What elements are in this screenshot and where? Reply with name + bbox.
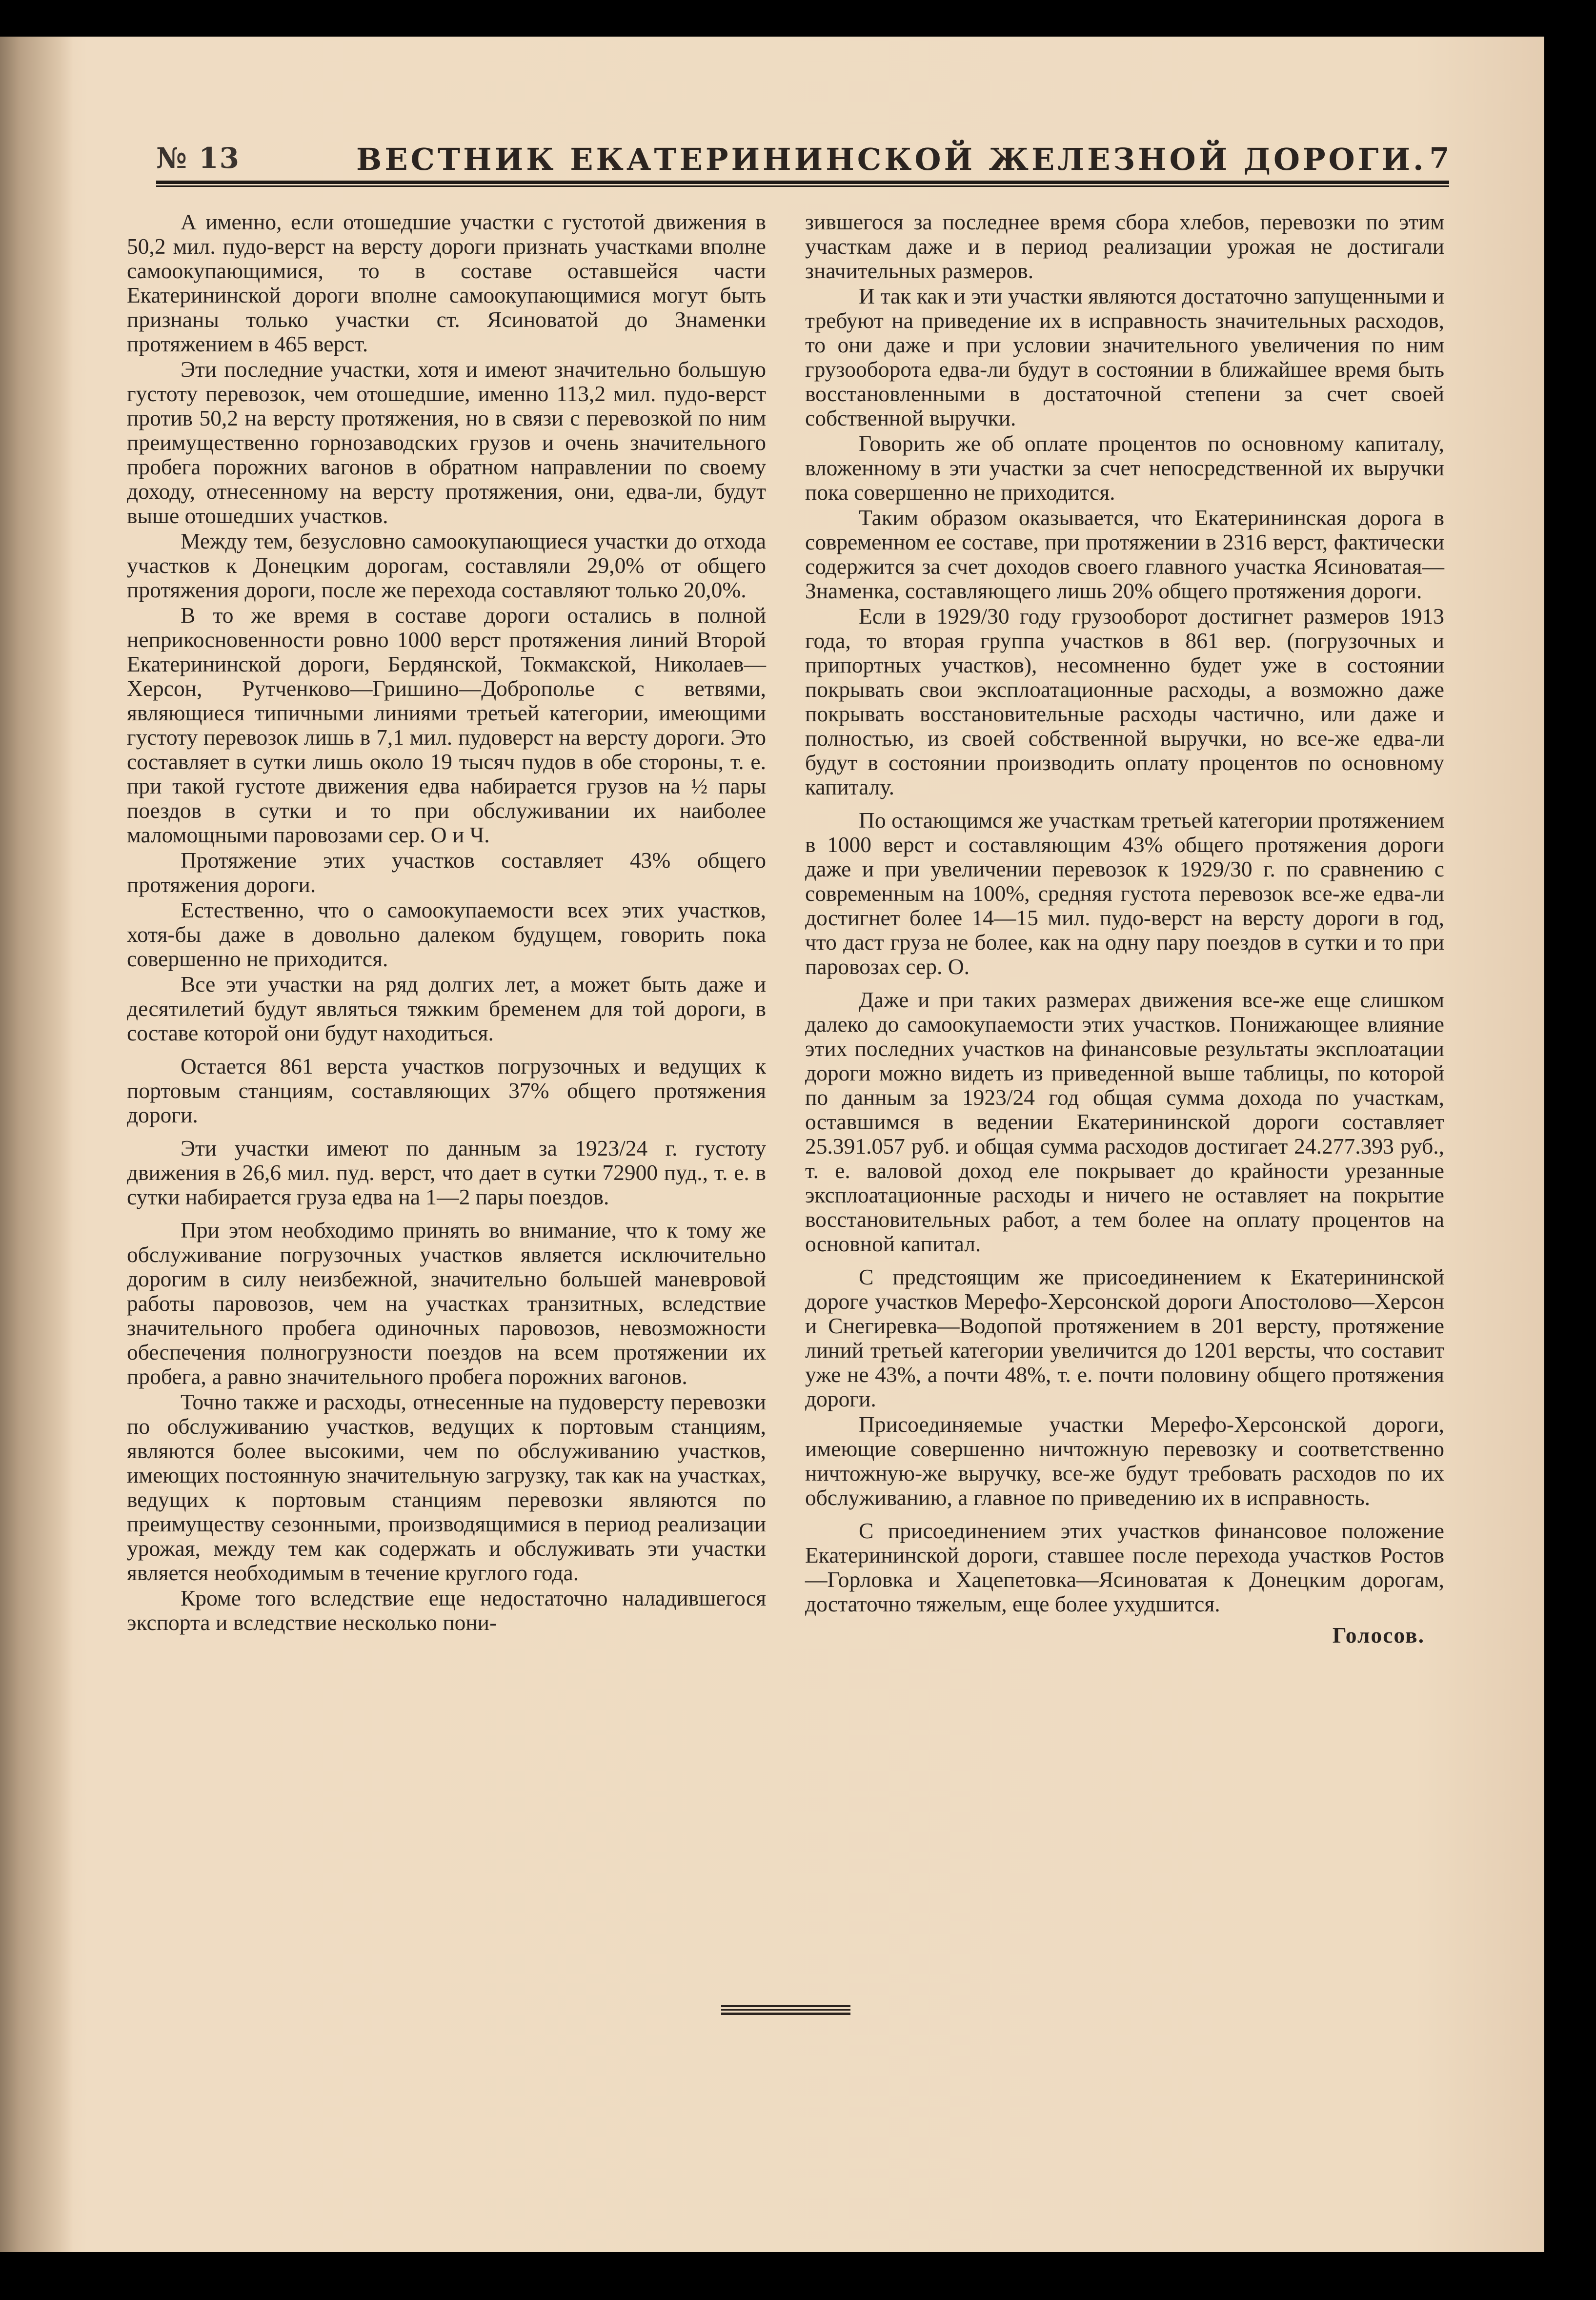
paragraph: И так как и эти участки являются достаточно запущенными и требуют на приведение их в исправность значительных расходов, то они даже и при условии значительного увеличения по ним грузооборота едва-ли будут в состоянии в ближайшее время быть восстановленными в достаточной степени за счет своей собственной выручки.: [805, 284, 1444, 430]
rule-line: [721, 2005, 850, 2007]
paragraph: Таким образом оказывается, что Екатерининская дорога в современном ее составе, при протяжении в 2316 верст, фактически содержится за счет доходов своего главного участка Ясиноватая—Знаменка, составляющего лишь 20% общего протяжения дороги.: [805, 505, 1444, 603]
header-double-rule: [156, 181, 1449, 187]
page-number: 7: [1429, 142, 1449, 175]
right-column: [805, 210, 1444, 1649]
issue-number: № 13: [156, 142, 240, 175]
paragraph: зившегося за последнее время сбора хлебов, перевозки по этим участкам даже и в период реализации урожая не достигали значительных размеров.: [805, 209, 1444, 283]
section-end-rule: [721, 2005, 850, 2017]
binding-spine-shadow: [0, 37, 73, 2252]
paragraph: Эти участки имеют по данным за 1923/24 г. густоту движения в 26,6 мил. пуд. верст, что дает в сутки 72900 пуд., т. е. в сутки набирается груза едва на 1—2 пары поездов.: [127, 1136, 766, 1209]
paragraph: Эти последние участки, хотя и имеют значительно большую густоту перевозок, чем отошедшие, именно 113,2 мил. пудо-верст против 50,2 на версту протяжения, но в связи с перевозкой по ним преимущественно горнозаводских грузов и очень значительного пробега порожних вагонов в обратном направлении по своему доходу, отнесенному на версту протяжения, они, едва-ли, будут выше отошедших участков.: [127, 357, 766, 528]
paragraph: При этом необходимо принять во внимание, что к тому же обслуживание погрузочных участков является исключительно дорогим в силу неизбежной, значительно большей маневровой работы паровозов, чем на участках транзитных, вследствие значительного пробега одиночных паровозов, невозможности обеспечения полногрузности поездов на всем протяжении их пробега, а равно значительного пробега порожних вагонов.: [127, 1218, 766, 1389]
paragraph: Остается 861 верста участков погрузочных и ведущих к портовым станциям, составляющих 37% общего протяжения дороги.: [127, 1054, 766, 1127]
author-signature: Голосов.: [1332, 1623, 1425, 1648]
paragraph: Кроме того вследствие еще недостаточно наладившегося экспорта и вследствие несколько пони-: [127, 1586, 766, 1635]
paragraph: По остающимся же участкам третьей категории протяжением в 1000 верст и составляющим 43% общего протяжения дороги даже и при увеличении перевозок к 1929/30 г. по сравнению с современным на 100%, средняя густота перевозок все-же едва-ли достигнет более 14—15 мил. пудо-верст на версту дороги в год, что даст груза не более, как на одну пару поездов в сутки и то при паровозах сер. О.: [805, 808, 1444, 979]
paragraph: Естественно, что о самоокупаемости всех этих участков, хотя-бы даже в довольно далеком будущем, говорить пока совершенно не приходится.: [127, 897, 766, 971]
paragraph: А именно, если отошедшие участки с густотой движения в 50,2 мил. пудо-верст на версту дороги признать участками вполне самоокупающимися, то в составе оставшейся части Екатерининской дороги вполне самоокупающимися могут быть признаны только участки ст. Ясиноватой до Знаменки протяжением в 465 верст.: [127, 209, 766, 356]
paragraph: С присоединением этих участков финансовое положение Екатерининской дороги, ставшее после перехода участков Ростов—Горловка и Хацепетовка—Ясиноватая к Донецким дорогам, достаточно тяжелым, еще более ухудшится.: [805, 1518, 1444, 1616]
paragraph: Если в 1929/30 году грузооборот достигнет размеров 1913 года, то вторая группа участков в 861 вер. (погрузочных и припортных участков), несомненно будет уже в состоянии покрывать свои эксплоатационные расходы, а возможно даже покрывать восстановительные расходы частично, или даже и полностью, из своей собственной выручки, но все-же едва-ли будут в состоянии производить оплату процентов по основному капиталу.: [805, 604, 1444, 799]
left-column: [127, 210, 766, 1636]
paragraph: Между тем, безусловно самоокупающиеся участки до отхода участков к Донецким дорогам, составляли 29,0% от общего протяжения дороги, после же перехода составляют только 20,0%.: [127, 529, 766, 602]
paragraph: Присоединяемые участки Мерефо-Херсонской дороги, имеющие совершенно ничтожную перевозку и соответственно ничтожную-же выручку, все-же будут требовать расходов по их обслуживанию, а главное по приведению их в исправность.: [805, 1412, 1444, 1510]
journal-title: ВЕСТНИК ЕКАТЕРИНИНСКОЙ ЖЕЛЕЗНОЙ ДОРОГИ.: [356, 142, 1427, 177]
page-header: [156, 142, 1449, 181]
paragraph: Протяжение этих участков составляет 43% общего протяжения дороги.: [127, 848, 766, 897]
rule-line: [721, 2013, 850, 2015]
paragraph: Говорить же об оплате процентов по основному капиталу, вложенному в эти участки за счет непосредственной их выручки пока совершенно не приходится.: [805, 431, 1444, 505]
paragraph: С предстоящим же присоединением к Екатерининской дороге участков Мерефо-Херсонской дороги Апостолово—Херсон и Снегиревка—Водопой протяжением в 201 версту, протяжение линий третьей категории увеличится до 1201 версты, что составит уже не 43%, а почти 48%, т. е. почти половину общего протяжения дороги.: [805, 1264, 1444, 1411]
paragraph: Точно также и расходы, отнесенные на пудоверсту перевозки по обслуживанию участков, ведущих к портовым станциям, являются более высокими, чем по обслуживанию участков, имеющих постоянную значительную загрузку, так как на участках, ведущих к портовым станциям перевозки являются по преимуществу сезонными, производящимися в период реализации урожая, между тем как содержать и обслуживать эти участки является необходимым в течение круглого года.: [127, 1389, 766, 1585]
paragraph: Все эти участки на ряд долгих лет, а может быть даже и десятилетий будут являться тяжким бременем для той дороги, в составе которой они будут находиться.: [127, 972, 766, 1045]
paragraph: Даже и при таких размерах движения все-же еще слишком далеко до самоокупаемости этих участков. Понижающее влияние этих последних участков на финансовые результаты эксплоатации дороги можно видеть из приведенной выше таблицы, по которой по данным за 1923/24 год общая сумма дохода по участкам, оставшимся в ведении Екатерининской дороги составляет 25.391.057 руб. и общая сумма расходов достигает 24.277.393 руб., т. е. валовой доход еле покрывает до крайности урезанные эксплоатационные расходы и ничего не оставляет на покрытие восстановительных работ, а тем более на оплату процентов на основной капитал.: [805, 987, 1444, 1256]
paragraph: В то же время в составе дороги остались в полной неприкосновенности ровно 1000 верст протяжения линий Второй Екатерининской дороги, Бердянской, Токмакской, Николаев—Херсон, Рутченково—Гришино—Доброполье с ветвями, являющиеся типичными линиями третьей категории, имеющими густоту перевозок лишь в 7,1 мил. пудоверст на версту дороги. Это составляет в сутки лишь около 19 тысяч пудов в обе стороны, т. е. при такой густоте движения едва набирается грузов на ½ пары поездов в сутки и то при обслуживании их наиболее маломощными паровозами сер. О и Ч.: [127, 603, 766, 847]
rule-line: [721, 2009, 850, 2011]
